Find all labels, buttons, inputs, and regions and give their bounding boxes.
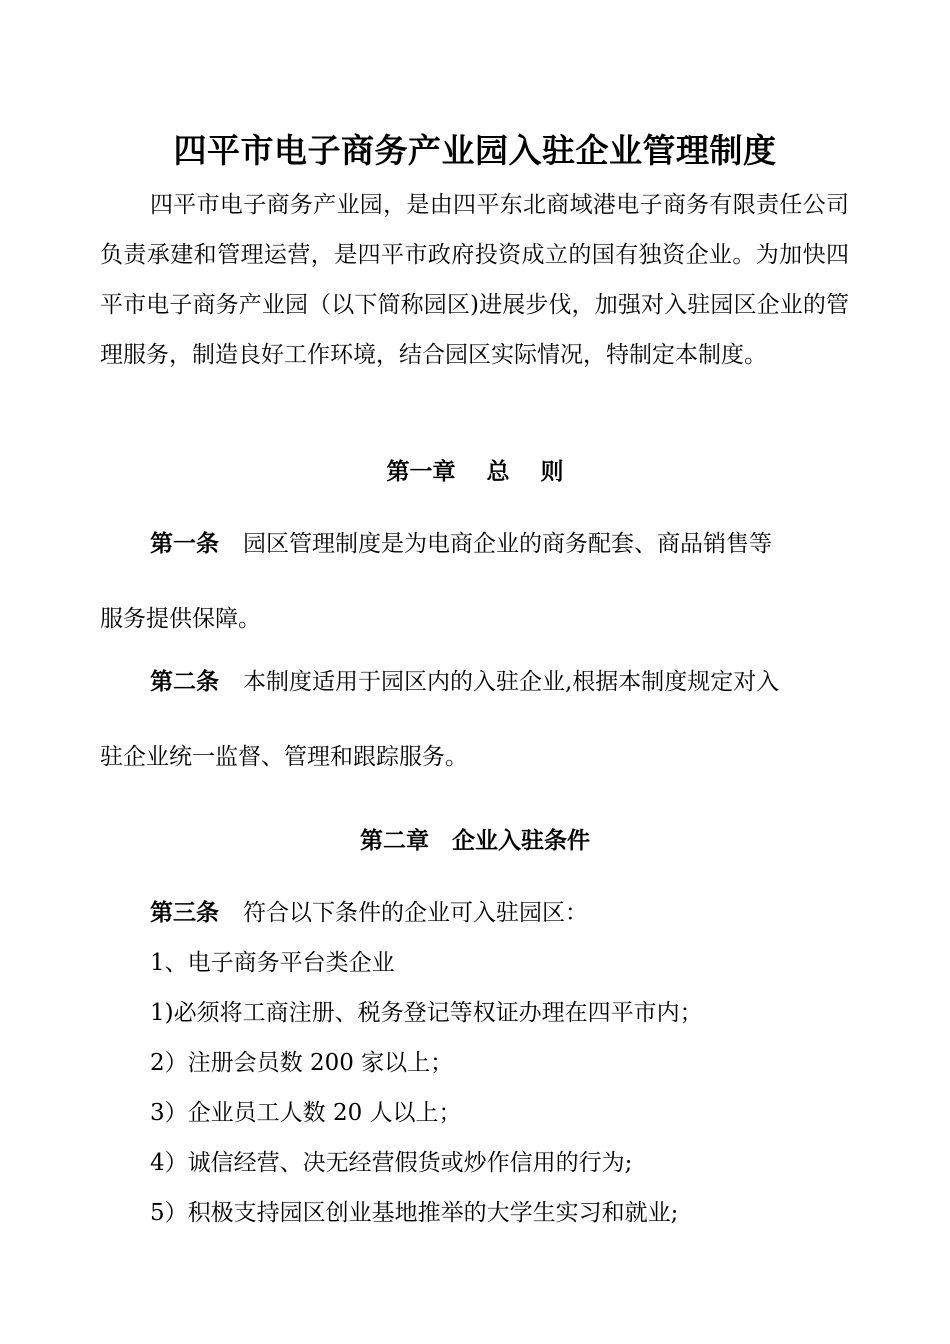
article-2-line-1 [150,662,910,702]
article-1-line-1 [150,524,910,564]
article-2-label: 第二条 [150,669,219,695]
chapter-1-heading: 第一章 总 则 [386,459,564,485]
condition-item-2: 2）注册会员数 200 家以上； [150,1050,454,1076]
article-2-text: 本制度适用于园区内的入驻企业,根据本制度规定对入 [243,669,780,695]
article-3-label: 第三条 [150,900,219,926]
condition-item-4: 4）诚信经营、决无经营假货或炒作信用的行为; [150,1150,633,1176]
intro-paragraph: 四平市电子商务产业园，是由四平东北商域港电子商务有限责任公司负责承建和管理运营，是四平市政府投资成立的国有独资企业。为加快四平市电子商务产业园（以下简称园区)进展步伐，加强对入驻园区企业的管理服务，制造良好工作环境，结合园区实际情况，特制定本制度。 [100,192,849,368]
condition-item-3: 3）企业员工人数 20 人以上； [150,1100,462,1126]
article-1-line-2: 服务提供保障。 [100,606,261,632]
category-1-heading: 1、电子商务平台类企业 [150,950,395,976]
document-title: 四平市电子商务产业园入驻企业管理制度 [173,131,777,170]
condition-item-5: 5）积极支持园区创业基地推举的大学生实习和就业; [150,1200,679,1226]
condition-item-1: 1)必须将工商注册、税务登记等权证办理在四平市内； [150,1000,703,1026]
article-3-line [150,893,910,933]
chapter-2-heading: 第二章 企业入驻条件 [360,828,590,854]
article-1-text: 园区管理制度是为电商企业的商务配套、商品销售等 [243,531,772,557]
article-2-line-2: 驻企业统一监督、管理和跟踪服务。 [100,744,468,770]
article-1-label: 第一条 [150,531,219,557]
article-3-text: 符合以下条件的企业可入驻园区： [243,900,588,926]
